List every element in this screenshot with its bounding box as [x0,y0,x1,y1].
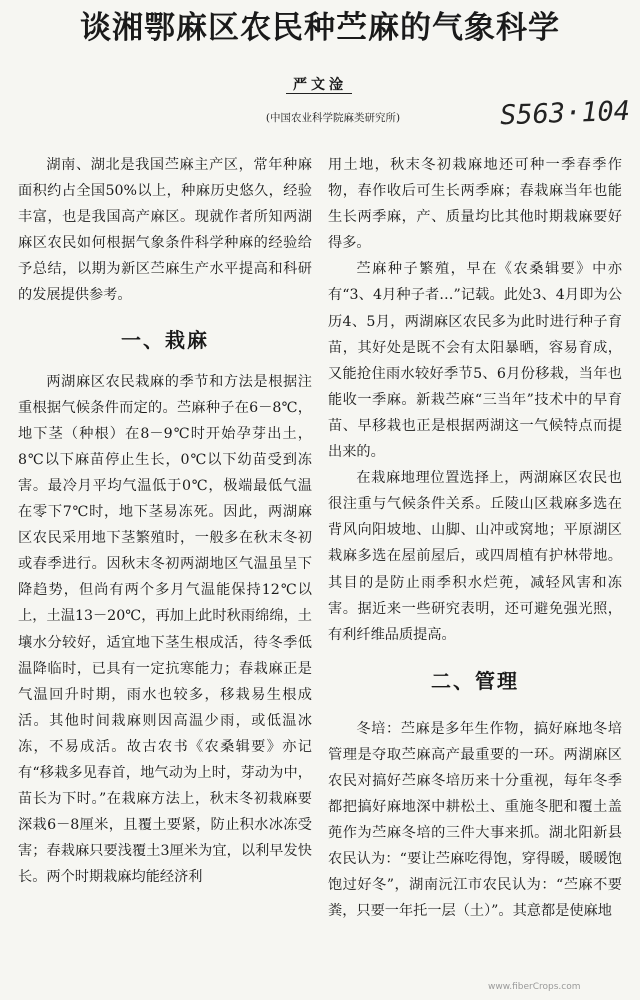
handwritten-call-number: S563·104 [499,95,631,132]
section-heading-management: 二、管理 [431,668,519,693]
seed-propagation-paragraph: 苎麻种子繁殖，早在《农桑辑要》中亦有“3、4月种子者…”记载。此处3、4月即为公历4、5月，两湖麻区农民多为此时进行种子育苗，其好处是既不会有太阳暴晒，容易育成，又能抢住雨水较好季节5、6月份移栽，当年也能收一季麻。新栽苎麻“三当年”技术中的早育苗、早移栽也正是根据两湖这一气候特点而提出来的。 [328,261,622,461]
continued-paragraph: 用土地，秋末冬初栽麻地还可种一季春季作物，春作收后可生长两季麻；春栽麻当年也能生长两季麻，产、质量均比其他时期栽麻要好得多。 [328,157,622,252]
author-name: 严文淦 [293,77,347,93]
left-column [18,152,312,890]
section-heading-planting: 一、栽麻 [121,327,209,352]
site-selection-paragraph: 在栽麻地理位置选择上，两湖麻区农民也很注重与气候条件关系。丘陵山区栽麻多选在背风向阳坡地、山脚、山冲或窝地；平原湖区栽麻多选在屋前屋后，或四周植有护林带地。其目的是防止雨季积水烂蔸，减轻风害和冻害。据近来一些研究表明，还可避免强光照，有利纤维品质提高。 [328,470,622,643]
right-column [328,152,622,925]
winter-cultivation-paragraph: 冬培：苎麻是多年生作物，搞好麻地冬培管理是夺取苎麻高产最重要的一环。两湖麻区农民对搞好苎麻冬培历来十分重视，每年冬季都把搞好麻地深中耕松土、重施冬肥和覆土盖蔸作为苎麻冬培的三件大事来抓。湖北阳新县农民认为：“要让苎麻吃得饱，穿得暖，暖暖饱饱过好冬”，湖南沅江市农民认为：“苎麻不要粪，只要一年托一层（土）”。其意都是使麻地 [328,720,622,920]
intro-paragraph: 湖南、湖北是我国苎麻主产区，常年种麻面积约占全国50%以上，种麻历史悠久，经验丰富，也是我国高产麻区。现就作者所知两湖麻区农民如何根据气象条件科学种麻的经验给予总结，以期为新区苎麻生产水平提高和科研的发展提供参考。 [18,157,312,304]
planting-paragraph: 两湖麻区农民栽麻的季节和方法是根据注重根据气候条件而定的。苎麻种子在6－8℃，地下茎（种根）在8－9℃时开始孕芽出土，8℃以下麻苗停止生长，0℃以下幼苗受到冻害。最冷月平均气温低于0℃，极端最低气温在零下7℃时，地下茎易冻死。因此，两湖麻区农民采用地下茎繁殖时，一般多在秋末冬初或春季进行。因秋末冬初两湖地区气温虽呈下降趋势，但尚有两个多月气温能保持12℃以上，土温13－20℃，再加上此时秋雨绵绵，土壤水分较好，适宜地下茎生根成活，待冬季低温降临时，已具有一定抗寒能力；春栽麻正是气温回升时期，雨水也较多，移栽易生根成活。其他时间栽麻则因高温少雨，或低温冰冻，不易成活。故古农书《农桑辑要》亦记有“移栽多见春首，地气动为上时，芽动为中，苗长为下时。”在栽麻方法上，秋末冬初栽麻要深栽6－8厘米，且覆土要紧，防止积水冰冻受害；春栽麻只要浅覆土3厘米为宜，以利早发快长。两个时期栽麻均能经济利 [18,373,312,886]
author-affiliation: (中国农业科学院麻类研究所) [265,112,401,124]
author-underline [286,93,352,94]
article-title: 谈湘鄂麻区农民种苎麻的气象科学 [80,10,560,46]
site-watermark: www.fiberCrops.com [488,982,581,992]
